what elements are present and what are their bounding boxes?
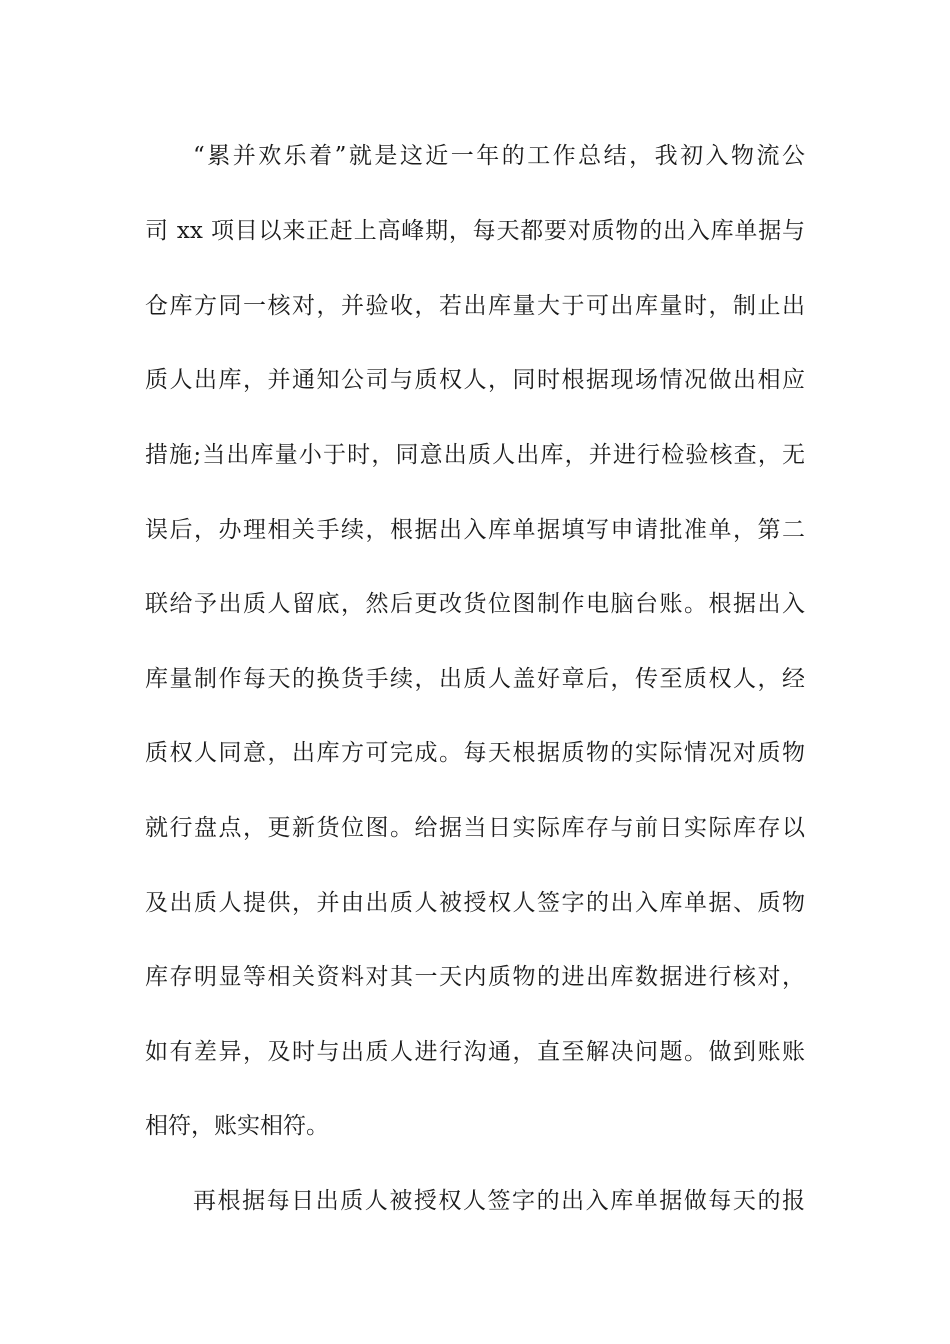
paragraph-1-line-14: 相符，账实相符。	[145, 1113, 329, 1139]
paragraph-1-line-5: 措施;当出库量小于时，同意出质人出库，并进行检验核查，无	[145, 442, 805, 468]
paragraph-1-line-7: 联给予出质人留底，然后更改货位图制作电脑台账。根据出入	[145, 591, 805, 617]
paragraph-1-line-9: 质权人同意，出库方可完成。每天根据质物的实际情况对质物	[145, 740, 805, 766]
paragraph-1-line-8: 库量制作每天的换货手续，出质人盖好章后，传至质权人，经	[145, 666, 805, 692]
paragraph-1-line-11: 及出质人提供，并由出质人被授权人签字的出入库单据、质物	[145, 890, 805, 916]
paragraph-1-line-10: 就行盘点，更新货位图。给据当日实际库存与前日实际库存以	[145, 815, 805, 841]
paragraph-1-line-12: 库存明显等相关资料对其一天内质物的进出库数据进行核对，	[145, 964, 805, 990]
paragraph-2-line-1: 再根据每日出质人被授权人签字的出入库单据做每天的报	[193, 1188, 805, 1214]
paragraph-1-line-13: 如有差异，及时与出质人进行沟通，直至解决问题。做到账账	[145, 1039, 805, 1065]
paragraph-1-line-2: 司 xx 项目以来正赶上高峰期，每天都要对质物的出入库单据与	[145, 218, 805, 244]
paragraph-1-line-3: 仓库方同一核对，并验收，若出库量大于可出库量时，制止出	[145, 293, 805, 319]
paragraph-1-line-1: “累并欢乐着”就是这近一年的工作总结，我初入物流公	[193, 143, 805, 169]
paragraph-1-line-4: 质人出库，并通知公司与质权人，同时根据现场情况做出相应	[145, 367, 805, 393]
paragraph-1-line-6: 误后，办理相关手续，根据出入库单据填写申请批准单，第二	[145, 517, 805, 543]
